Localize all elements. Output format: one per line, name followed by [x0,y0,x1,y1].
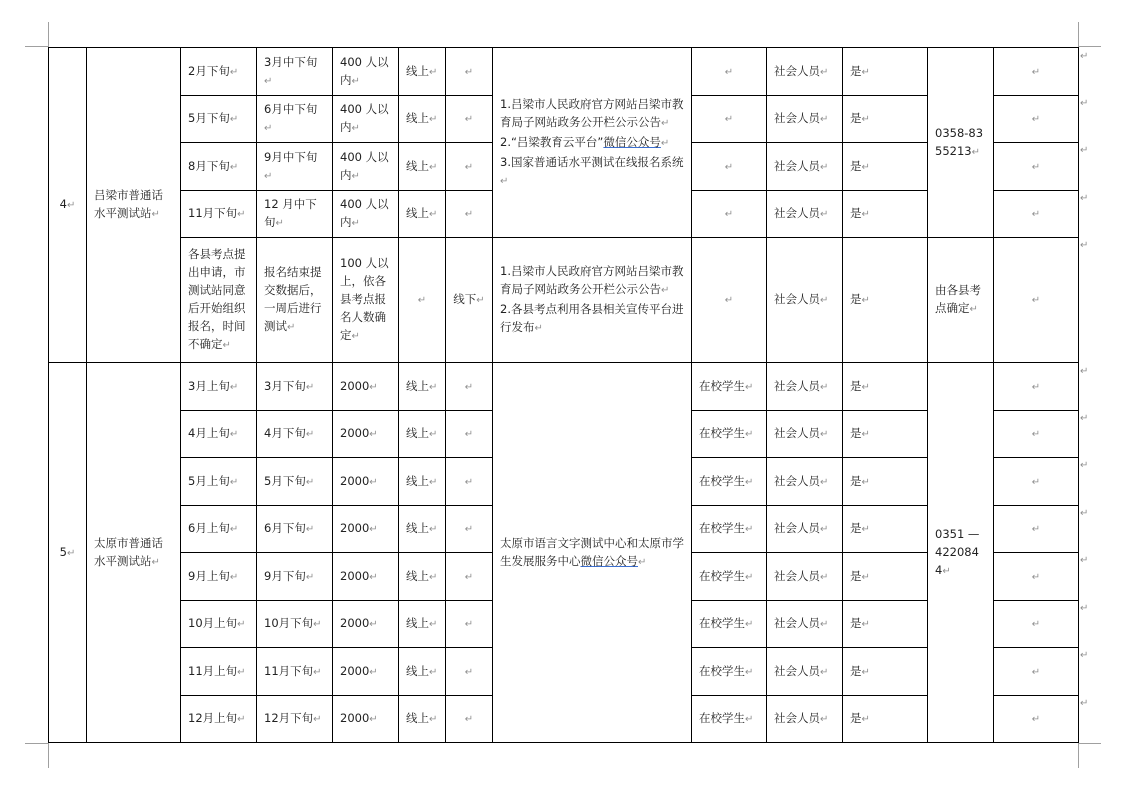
empty-cell: ↵ [994,96,1079,143]
registration-period: 6月上旬↵ [181,506,257,553]
empty-cell: ↵ [446,191,493,238]
row-end-mark: ↵ [1080,240,1089,251]
registration-mode: 线上↵ [399,143,446,191]
test-period: 10月下旬↵ [257,601,333,648]
contact-phone: 0351 —4220844↵ [928,363,994,743]
target-group-students: 在校学生↵ [692,601,767,648]
wechat-link[interactable]: 微信公众号 [603,134,661,149]
registration-period: 11月下旬↵ [181,191,257,238]
open-flag: 是↵ [843,143,928,191]
row-end-mark: ↵ [1080,366,1089,377]
row-end-mark: ↵ [1080,603,1089,614]
registration-mode: 线上↵ [399,96,446,143]
registration-mode: 线上↵ [399,191,446,238]
empty-cell: ↵ [994,238,1079,363]
crop-mark [48,743,49,768]
empty-cell: ↵ [692,48,767,96]
row-end-mark: ↵ [1080,193,1089,204]
target-group: 社会人员↵ [767,191,843,238]
target-group: 社会人员↵ [767,411,843,458]
registration-period: 2月下旬↵ [181,48,257,96]
open-flag: 是↵ [843,553,928,601]
empty-cell: ↵ [994,648,1079,696]
crop-mark [25,46,49,47]
section-number: 5↵ [49,363,87,743]
empty-cell: ↵ [399,238,446,363]
target-group: 社会人员↵ [767,238,843,363]
schedule-table [48,47,1079,743]
target-group-students: 在校学生↵ [692,411,767,458]
open-flag: 是↵ [843,48,928,96]
registration-period: 11月上旬↵ [181,648,257,696]
row-end-mark: ↵ [1080,98,1089,109]
target-group: 社会人员↵ [767,553,843,601]
test-period: 3月中下旬↵ [257,48,333,96]
open-flag: 是↵ [843,411,928,458]
empty-cell: ↵ [994,696,1079,743]
crop-mark [48,22,49,47]
open-flag: 是↵ [843,363,928,411]
empty-cell: ↵ [994,506,1079,553]
registration-mode: 线上↵ [399,458,446,506]
open-flag: 是↵ [843,96,928,143]
target-group: 社会人员↵ [767,48,843,96]
row-end-mark: ↵ [1080,51,1089,62]
test-scale: 2000↵ [333,553,399,601]
registration-mode: 线上↵ [399,363,446,411]
test-scale: 400 人以内↵ [333,96,399,143]
empty-cell: ↵ [994,553,1079,601]
target-group: 社会人员↵ [767,648,843,696]
test-scale: 2000↵ [333,648,399,696]
registration-period: 12月上旬↵ [181,696,257,743]
row-end-mark: ↵ [1080,650,1089,661]
empty-cell: ↵ [994,191,1079,238]
table-row [49,363,1079,411]
station-name: 吕梁市普通话水平测试站↵ [87,48,181,363]
empty-cell: ↵ [446,458,493,506]
table-row [49,48,1079,96]
test-scale: 2000↵ [333,506,399,553]
empty-cell: ↵ [446,506,493,553]
test-period: 11月下旬↵ [257,648,333,696]
registration-period: 5月上旬↵ [181,458,257,506]
open-flag: 是↵ [843,506,928,553]
empty-cell: ↵ [692,238,767,363]
test-scale: 400 人以内↵ [333,143,399,191]
empty-cell: ↵ [994,48,1079,96]
test-scale: 400 人以内↵ [333,191,399,238]
test-period: 12月下旬↵ [257,696,333,743]
row-end-mark: ↵ [1080,555,1089,566]
empty-cell: ↵ [446,553,493,601]
row-end-mark: ↵ [1080,698,1089,709]
empty-cell: ↵ [446,143,493,191]
registration-period: 5月下旬↵ [181,96,257,143]
registration-period: 各县考点提出申请，市测试站同意后开始组织报名，时间不确定↵ [181,238,257,363]
target-group-students: 在校学生↵ [692,506,767,553]
registration-period: 10月上旬↵ [181,601,257,648]
empty-cell: ↵ [994,143,1079,191]
empty-cell: ↵ [994,458,1079,506]
section-number: 4↵ [49,48,87,363]
registration-mode: 线上↵ [399,601,446,648]
target-group-students: 在校学生↵ [692,363,767,411]
test-period: 3月下旬↵ [257,363,333,411]
open-flag: 是↵ [843,191,928,238]
test-period: 报名结束提交数据后，一周后进行测试↵ [257,238,333,363]
row-end-mark: ↵ [1080,460,1089,471]
open-flag: 是↵ [843,648,928,696]
test-period: 9月中下旬↵ [257,143,333,191]
wechat-link[interactable]: 微信公众号 [580,553,638,568]
target-group-students: 在校学生↵ [692,696,767,743]
target-group: 社会人员↵ [767,696,843,743]
empty-cell: ↵ [446,96,493,143]
publish-channel: 1.吕梁市人民政府官方网站吕梁市教育局子网站政务公开栏公示公告↵ 2.“吕梁教育云平台”微信公众号↵ 3.国家普通话水平测试在线报名系统↵ [493,48,692,238]
open-flag: 是↵ [843,458,928,506]
target-group: 社会人员↵ [767,96,843,143]
test-scale: 2000↵ [333,696,399,743]
target-group: 社会人员↵ [767,363,843,411]
test-period: 4月下旬↵ [257,411,333,458]
open-flag: 是↵ [843,696,928,743]
crop-mark [1078,743,1079,768]
test-period: 6月下旬↵ [257,506,333,553]
empty-cell: ↵ [994,601,1079,648]
target-group-students: 在校学生↵ [692,458,767,506]
registration-mode: 线下↵ [446,238,493,363]
crop-mark [25,743,49,744]
registration-period: 8月下旬↵ [181,143,257,191]
row-end-mark: ↵ [1080,145,1089,156]
table-row [49,238,1079,363]
registration-period: 3月上旬↵ [181,363,257,411]
empty-cell: ↵ [446,648,493,696]
station-name: 太原市普通话水平测试站↵ [87,363,181,743]
target-group-students: 在校学生↵ [692,648,767,696]
test-scale: 100 人以上，依各县考点报名人数确定↵ [333,238,399,363]
test-scale: 2000↵ [333,411,399,458]
empty-cell: ↵ [446,411,493,458]
crop-mark [1078,22,1079,47]
empty-cell: ↵ [994,411,1079,458]
test-scale: 2000↵ [333,458,399,506]
target-group-students: 在校学生↵ [692,553,767,601]
registration-mode: 线上↵ [399,411,446,458]
test-period: 9月下旬↵ [257,553,333,601]
empty-cell: ↵ [692,96,767,143]
crop-mark [1079,743,1101,744]
row-end-mark: ↵ [1080,508,1089,519]
crop-mark [1079,46,1101,47]
publish-channel: 1.吕梁市人民政府官方网站吕梁市教育局子网站政务公开栏公示公告↵ 2.各县考点利用各县相关宣传平台进行发布↵ [493,238,692,363]
registration-mode: 线上↵ [399,553,446,601]
contact-phone: 0358-8355213↵ [928,48,994,238]
empty-cell: ↵ [446,363,493,411]
target-group: 社会人员↵ [767,506,843,553]
registration-mode: 线上↵ [399,696,446,743]
test-scale: 400 人以内↵ [333,48,399,96]
target-group: 社会人员↵ [767,601,843,648]
registration-mode: 线上↵ [399,506,446,553]
open-flag: 是↵ [843,238,928,363]
empty-cell: ↵ [446,601,493,648]
contact-phone: 由各县考点确定↵ [928,238,994,363]
registration-mode: 线上↵ [399,48,446,96]
target-group: 社会人员↵ [767,143,843,191]
empty-cell: ↵ [994,363,1079,411]
empty-cell: ↵ [692,191,767,238]
registration-period: 4月上旬↵ [181,411,257,458]
registration-mode: 线上↵ [399,648,446,696]
test-scale: 2000↵ [333,601,399,648]
empty-cell: ↵ [446,696,493,743]
empty-cell: ↵ [446,48,493,96]
registration-period: 9月上旬↵ [181,553,257,601]
test-period: 5月下旬↵ [257,458,333,506]
target-group: 社会人员↵ [767,458,843,506]
open-flag: 是↵ [843,601,928,648]
test-period: 12 月中下旬↵ [257,191,333,238]
empty-cell: ↵ [692,143,767,191]
publish-channel: 太原市语言文字测试中心和太原市学生发展服务中心微信公众号↵ [493,363,692,743]
test-scale: 2000↵ [333,363,399,411]
row-end-mark: ↵ [1080,413,1089,424]
test-period: 6月中下旬↵ [257,96,333,143]
